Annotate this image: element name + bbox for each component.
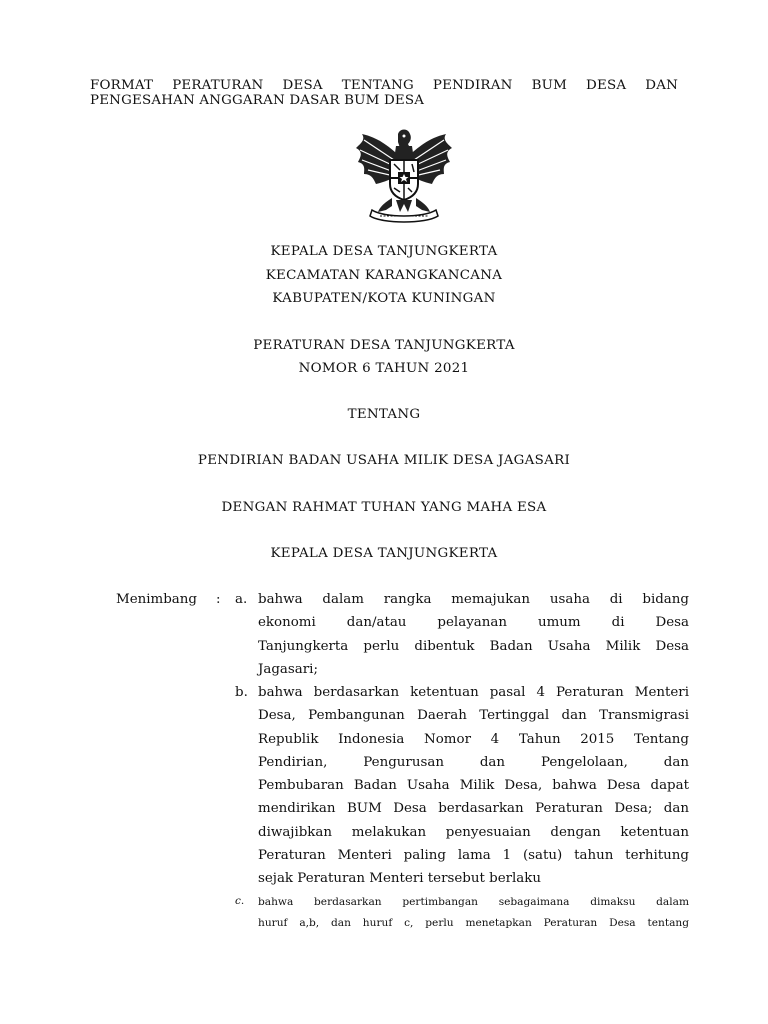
regulation-subject: PENDIRIAN BADAN USAHA MILIK DESA JAGASARI bbox=[197, 453, 571, 468]
item-text-a bbox=[258, 588, 689, 681]
header-kabupaten: KABUPATEN/KOTA KUNINGAN bbox=[272, 291, 496, 306]
item-a-line: Tanjungkerta perlu dibentuk Badan Usaha Milik Desa bbox=[258, 638, 689, 654]
item-b-line: Pembubaran Badan Usaha Milik Desa, bahwa Desa dapat bbox=[258, 778, 689, 794]
garuda-emblem-icon bbox=[350, 126, 458, 226]
item-c-line: bahwa berdasarkan pertimbangan sebagaimana dimaksu dalam bbox=[258, 896, 689, 908]
kepala-desa-line: KEPALA DESA TANJUNGKERTA bbox=[270, 546, 498, 561]
regulation-number: NOMOR 6 TAHUN 2021 bbox=[298, 361, 470, 376]
item-a-line: Jagasari; bbox=[258, 661, 318, 677]
item-b-line: Desa, Pembangunan Daerah Tertinggal dan Transmigrasi bbox=[258, 708, 689, 724]
item-b-line: bahwa berdasarkan ketentuan pasal 4 Peraturan Menteri bbox=[258, 685, 689, 700]
format-title bbox=[90, 78, 678, 108]
item-c-line: huruf a,b, dan huruf c, perlu menetapkan Peraturan Desa tentang bbox=[258, 917, 689, 929]
item-a-line: ekonomi dan/atau pelayanan umum di Desa bbox=[258, 615, 689, 631]
item-letter-c: c. bbox=[235, 895, 245, 907]
tentang-heading: TENTANG bbox=[347, 407, 421, 422]
regulation-name: PERATURAN DESA TANJUNGKERTA bbox=[253, 338, 515, 353]
item-b-line: Republik Indonesia Nomor 4 Tahun 2015 Tentang bbox=[258, 731, 689, 747]
item-letter-a: a. bbox=[235, 592, 248, 607]
item-letter-b: b. bbox=[235, 685, 248, 700]
item-b-line: Pendirian, Pengurusan dan Pengelolaan, dan bbox=[258, 754, 689, 770]
item-b-line: sejak Peraturan Menteri tersebut berlaku bbox=[258, 871, 542, 887]
item-text-c bbox=[258, 892, 689, 934]
item-b-line: diwajibkan melakukan penyesuaian dengan ketentuan bbox=[258, 824, 689, 840]
item-text-b bbox=[258, 681, 689, 891]
format-title-line-2: PENGESAHAN ANGGARAN DASAR BUM DESA bbox=[90, 93, 425, 108]
menimbang-label: Menimbang bbox=[116, 592, 197, 607]
menimbang-colon: : bbox=[216, 592, 221, 607]
item-b-line: mendirikan BUM Desa berdasarkan Peraturan Desa; dan bbox=[258, 801, 689, 817]
item-b-line: Peraturan Menteri paling lama 1 (satu) tahun terhitung bbox=[258, 848, 689, 864]
header-kecamatan: KECAMATAN KARANGKANCANA bbox=[265, 268, 503, 283]
item-a-line: bahwa dalam rangka memajukan usaha di bidang bbox=[258, 592, 689, 607]
rahmat-line: DENGAN RAHMAT TUHAN YANG MAHA ESA bbox=[221, 500, 547, 515]
header-kepala: KEPALA DESA TANJUNGKERTA bbox=[270, 244, 498, 259]
format-title-line-1: FORMAT PERATURAN DESA TENTANG PENDIRAN BUM DESA DAN bbox=[90, 78, 678, 93]
